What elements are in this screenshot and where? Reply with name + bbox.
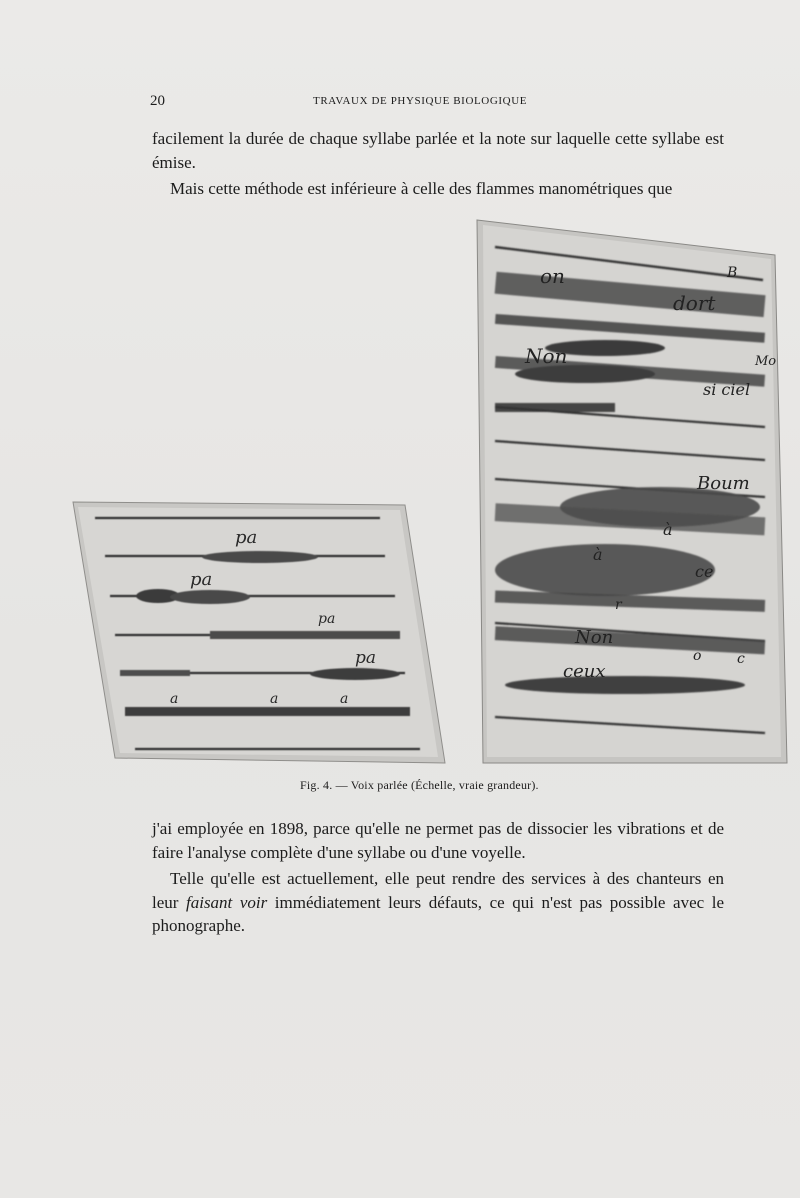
right-annotation-a-1: à (663, 520, 673, 539)
right-annotation-on: on (540, 264, 565, 288)
paragraph-1: facilement la durée de chaque syllabe parlée et la note sur laquelle cette syllabe est émise. (152, 129, 724, 172)
left-annotation-7: a (340, 691, 349, 707)
left-annotation-6: a (270, 691, 279, 707)
figure-plate-right (475, 215, 795, 770)
right-annotation-ceux: ceux (563, 661, 606, 682)
right-annotation-ce: ce (695, 562, 714, 581)
right-annotation-b: B (727, 265, 738, 281)
right-annotation-dort: dort (673, 291, 716, 315)
running-head: TRAVAUX DE PHYSIQUE BIOLOGIQUE (313, 95, 528, 107)
right-annotation-c: c (737, 651, 745, 667)
left-annotation-5: a (170, 691, 179, 707)
right-annotation-r: r (615, 597, 622, 613)
right-annotation-a-2: à (593, 545, 603, 564)
right-annotation-boum: Boum (697, 473, 750, 494)
right-annotation-non-1: Non (525, 344, 568, 368)
right-annotation-o: o (693, 648, 702, 664)
left-annotation-4: pa (355, 648, 377, 668)
paragraph-2: Mais cette méthode est inférieure à celle des flammes manométriques que (170, 179, 673, 198)
right-annotation-mo: Mo (755, 354, 777, 369)
left-annotation-1: pa (235, 527, 258, 548)
left-annotation-3: pa (318, 611, 336, 627)
paragraph-4 (152, 867, 724, 938)
paragraph-4-text-2: immédiatement leurs défauts, ce qui n'est pas possible avec le phonographe. (152, 892, 725, 935)
figure-caption: Fig. 4. — Voix parlée (Échelle, vraie grandeur). (300, 778, 539, 792)
right-annotation-non-2: Non (575, 627, 614, 648)
figure-plate-left (70, 495, 450, 770)
page-number: 20 (150, 93, 165, 109)
paragraph-4-text-1: Telle qu'elle est actuellement, elle peut rendre des services à des chanteurs en leur (152, 869, 724, 912)
page-header (148, 93, 728, 115)
paragraph-3: j'ai employée en 1898, parce qu'elle ne permet pas de dissocier les vibrations et de faire l'analyse complète d'une syllabe ou d'une voyelle. (152, 819, 724, 862)
left-annotation-2: pa (190, 569, 213, 590)
right-annotation-si-ciel: si ciel (703, 380, 751, 399)
paragraph-4-emphasis: faisant voir (186, 892, 268, 912)
